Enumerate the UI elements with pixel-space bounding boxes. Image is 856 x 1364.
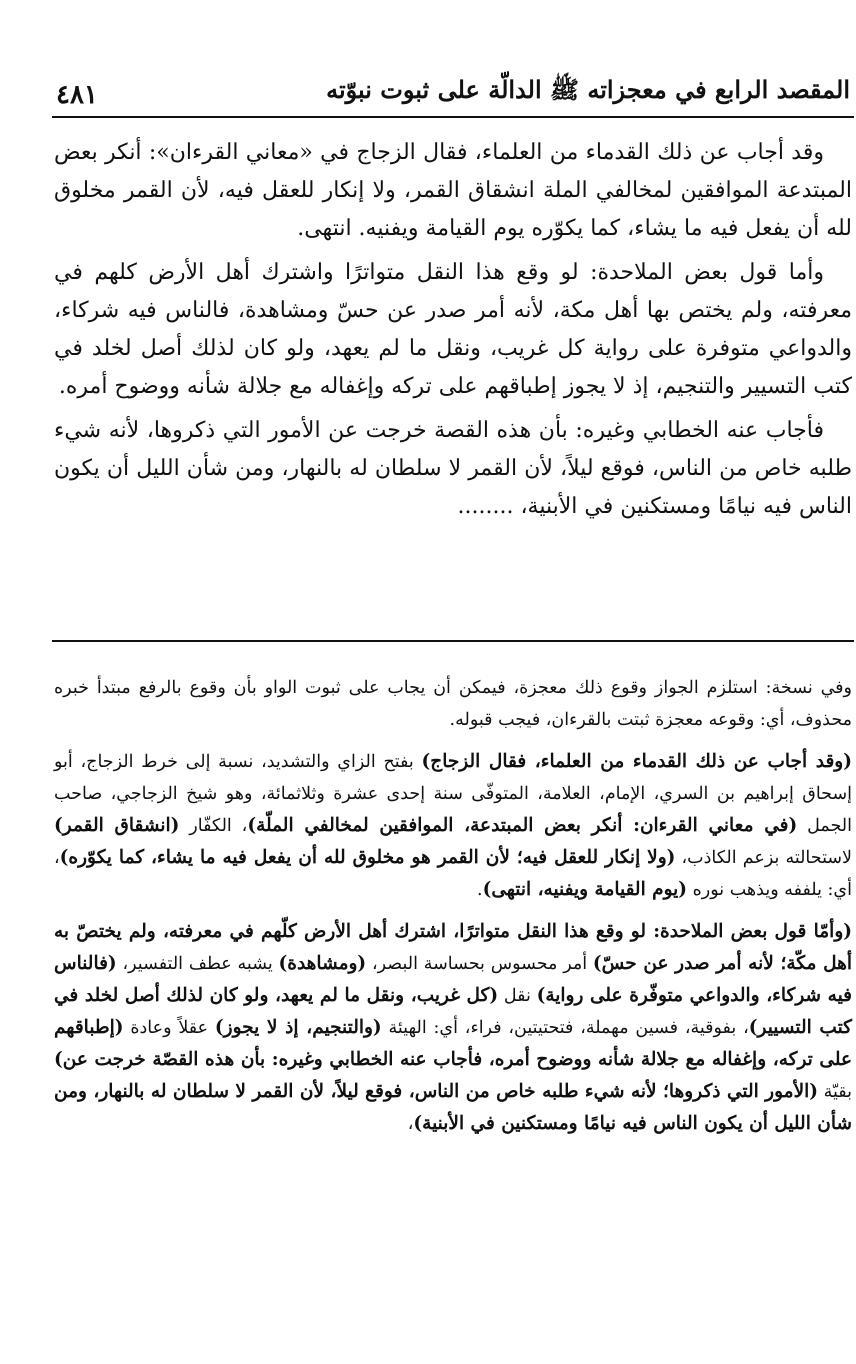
- quoted-main-text: (إطباقهم على تركه، وإغفاله مع جلالة شأنه ووضوح أمره، فأجاب عنه الخطابي وغيره: بأن هذه القصّة خرجت عن): [54, 1017, 852, 1070]
- quoted-main-text: (انشقاق القمر): [54, 815, 180, 836]
- main-text: [54, 134, 852, 532]
- commentary-gloss: أمر محسوس بحساسة البصر،: [366, 954, 593, 974]
- commentary-gloss: يشبه عطف التفسير،: [116, 954, 279, 974]
- main-paragraph: [54, 254, 852, 406]
- commentary-gloss: .: [477, 880, 483, 900]
- quoted-main-text: (يوم القيامة ويفنيه، انتهى): [482, 879, 688, 900]
- commentary-separator: [52, 640, 854, 642]
- quoted-main-text: (وقد أجاب عن ذلك القدماء من العلماء، فقال الزجاج): [421, 751, 852, 772]
- commentary-gloss: بقيّة: [818, 1082, 852, 1102]
- quoted-main-text: (الأمور التي ذكروها؛ لأنه شيء طلبه خاص من الناس، فوقع ليلاً، لأن القمر لا سلطان له بالنهار، ومن شأن الليل أن يكون الناس فيه نيامًا ومستكنين في الأبنية): [54, 1081, 852, 1134]
- running-title: المقصد الرابع في معجزاته ﷺ الدالّة على ثبوت نبوّته: [326, 75, 850, 104]
- commentary-gloss: ، أي: يلففه ويذهب نوره: [54, 848, 852, 900]
- continuation-dots: ........: [457, 494, 514, 519]
- commentary-gloss: عقلاً وعادة: [123, 1018, 215, 1038]
- quoted-main-text: (ولا إنكار للعقل فيه؛ لأن القمر هو مخلوق لله أن يفعل فيه ما يشاء، كما يكوّره): [59, 847, 676, 868]
- commentary-gloss: ،: [407, 1114, 414, 1134]
- commentary-paragraph: [54, 746, 852, 906]
- commentary-paragraph: [54, 916, 852, 1140]
- quoted-main-text: (فالناس فيه شركاء، والدواعي متوفّرة على رواية): [54, 953, 852, 1006]
- main-paragraph-text: وأما قول بعض الملاحدة: لو وقع هذا النقل متواترًا واشترك أهل الأرض كلهم في معرفته، ولم يختص بها أهل مكة، لأنه أمر صدر عن حسّ ومشاهدة، فالناس فيه شركاء، والدواعي متوفرة على رواية كل غريب، ونقل ما لم يعهد، ولو كان لذلك أصل لخلد في كتب التسيير والتنجيم، إذ لا يجوز إطباقهم على تركه وإغفاله مع جلالة شأنه ووضوح أمره.: [54, 260, 852, 399]
- quoted-main-text: (ومشاهدة): [278, 953, 367, 974]
- page-number: ٤٨١: [56, 80, 98, 110]
- commentary-gloss: ، الكفّار: [179, 816, 248, 836]
- quoted-main-text: (والتنجيم، إذ لا يجوز): [214, 1017, 382, 1038]
- commentary-paragraph-text: وفي نسخة: استلزم الجواز وقوع ذلك معجزة، فيمكن أن يجاب على ثبوت الواو بأن وقوع بالرفع مبتدأ خبره محذوف، أي: وقوعه معجزة ثبتت بالقرءان، فيجب قبوله.: [54, 678, 852, 730]
- quoted-main-text: (في معاني القرءان: أنكر بعض المبتدعة، الموافقين لمخالفي الملّة): [247, 815, 798, 836]
- main-paragraph-text: وقد أجاب عن ذلك القدماء من العلماء، فقال الزجاج في «معاني القرءان»: أنكر بعض المبتدعة الموافقين لمخالفي الملة انشقاق القمر، ولا إنكار للعقل فيه، لأن القمر مخلوق لله أن يفعل فيه ما يشاء، كما يكوّره يوم القيامة ويفنيه. انتهى.: [54, 140, 852, 241]
- main-paragraph: [54, 134, 852, 248]
- quoted-main-text: (كل غريب، ونقل ما لم يعهد، ولو كان لذلك أصل لخلد في كتب التسيير): [54, 985, 852, 1038]
- book-page: [52, 0, 854, 1364]
- main-paragraph-text: فأجاب عنه الخطابي وغيره: بأن هذه القصة خرجت عن الأمور التي ذكروها، لأنه شيء طلبه خاص من الناس، فوقع ليلاً، لأن القمر لا سلطان له بالنهار، ومن شأن الليل أن يكون الناس فيه نيامًا ومستكنين في الأبنية،: [54, 418, 852, 519]
- commentary-gloss: ، بفوقية، فسين مهملة، فتحتيتين، فراء، أي: الهيئة: [381, 1018, 749, 1038]
- commentary-text: [54, 672, 852, 1150]
- page-header: [52, 74, 854, 118]
- main-paragraph: [54, 412, 852, 526]
- quoted-main-text: (وأمّا قول بعض الملاحدة: لو وقع هذا النقل متواترًا، اشترك أهل الأرض كلّهم في معرفته، ولم يختصّ به أهل مكّة؛ لأنه أمر صدر عن حسّ): [54, 921, 852, 974]
- commentary-gloss: نقل: [498, 986, 537, 1006]
- commentary-gloss: بفتح الزاي والتشديد، نسبة إلى خرط الزجاج، أبو إسحاق إبراهيم بن السري، الإمام، العلامة، المتوفّى سنة إحدى عشرة وثلاثمائة، وهو شيخ الزجاجي، صاحب الجمل: [54, 752, 852, 836]
- commentary-gloss: لاستحالته بزعم الكاذب،: [675, 848, 852, 868]
- commentary-paragraph: [54, 672, 852, 736]
